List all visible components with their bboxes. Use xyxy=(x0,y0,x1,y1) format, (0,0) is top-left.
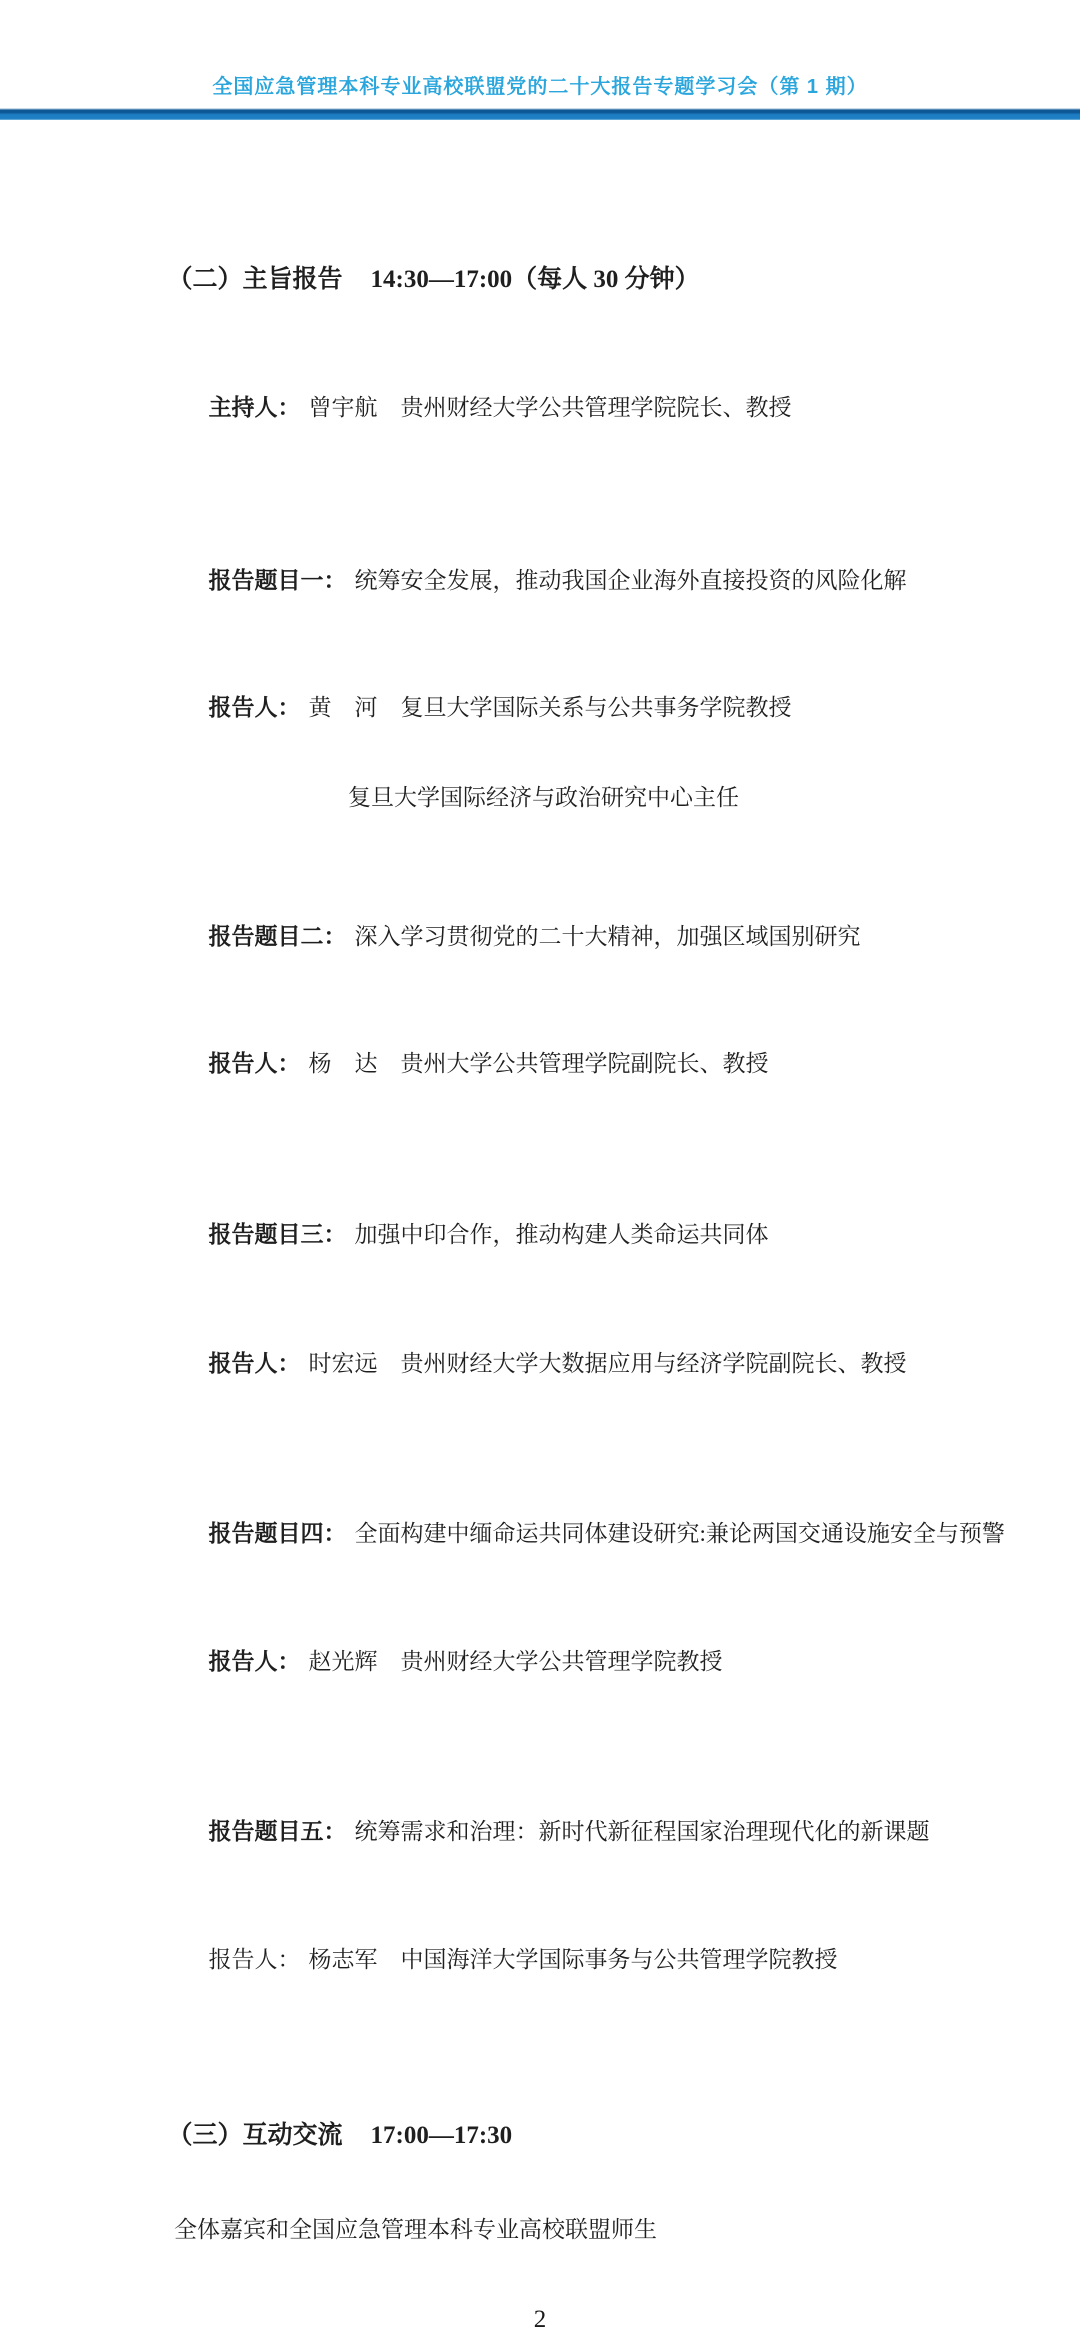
host-label: 主持人： xyxy=(208,395,301,420)
document-body xyxy=(0,229,1080,2337)
report-5-speaker-line xyxy=(0,1909,1080,2011)
report-2-speaker-label: 报告人： xyxy=(208,1051,301,1076)
keynote-heading-label: （二）主旨报告 xyxy=(167,266,343,293)
report-3-speaker-line xyxy=(0,1313,1080,1415)
report-4-speaker-label: 报告人： xyxy=(208,1649,301,1674)
report-3-title: 加强中印合作，推动构建人类命运共同体 xyxy=(354,1222,769,1247)
header-divider-bar xyxy=(0,108,1080,120)
report-2-title-line xyxy=(0,886,1080,988)
report-2-speaker: 杨 达 贵州大学公共管理学院副院长、教授 xyxy=(308,1051,769,1076)
discussion-section-heading xyxy=(0,2085,1080,2187)
report-4-title-label: 报告题目四： xyxy=(208,1521,347,1546)
report-1-speaker-line xyxy=(0,657,1080,759)
page-number: 2 xyxy=(533,2306,547,2333)
report-4-speaker-line xyxy=(0,1611,1080,1713)
report-5-title: 统筹需求和治理：新时代新征程国家治理现代化的新课题 xyxy=(354,1819,930,1844)
discussion-body-line: 全体嘉宾和全国应急管理本科专业高校联盟师生 xyxy=(174,2217,657,2242)
keynote-section-heading xyxy=(0,229,1080,331)
report-1-title-label: 报告题目一： xyxy=(208,568,347,593)
discussion-heading-label: （三）互动交流 xyxy=(167,2122,343,2149)
report-4-title-line xyxy=(0,1483,1080,1585)
report-3-title-label: 报告题目三： xyxy=(208,1222,347,1247)
header-title: 全国应急管理本科专业高校联盟党的二十大报告专题学习会（第 1 期） xyxy=(212,76,868,98)
report-3-title-line xyxy=(0,1184,1080,1286)
report-2-title: 深入学习贯彻党的二十大精神，加强区域国别研究 xyxy=(354,924,861,949)
report-3-speaker: 时宏远 贵州财经大学大数据应用与经济学院副院长、教授 xyxy=(308,1351,907,1376)
report-3-speaker-label: 报告人： xyxy=(208,1351,301,1376)
host-value: 曾宇航 贵州财经大学公共管理学院院长、教授 xyxy=(308,395,792,420)
report-1-speaker-line2: 复旦大学国际经济与政治研究中心主任 xyxy=(348,785,739,810)
keynote-heading-time: 14:30—17:00（每人 30 分钟） xyxy=(370,266,700,293)
report-1-speaker: 黄 河 复旦大学国际关系与公共事务学院教授 xyxy=(308,695,792,720)
page-header xyxy=(0,0,1080,120)
keynote-host-line xyxy=(0,357,1080,459)
report-2-title-label: 报告题目二： xyxy=(208,924,347,949)
report-4-title: 全面构建中缅命运共同体建设研究:兼论两国交通设施安全与预警 xyxy=(354,1521,1005,1546)
report-5-title-label: 报告题目五： xyxy=(208,1819,347,1844)
report-5-speaker-label: 报告人： xyxy=(208,1947,301,1972)
report-1-title: 统筹安全发展，推动我国企业海外直接投资的风险化解 xyxy=(354,568,907,593)
report-4-speaker: 赵光辉 贵州财经大学公共管理学院教授 xyxy=(308,1649,723,1674)
report-1-title-line xyxy=(0,530,1080,632)
report-1-speaker-label: 报告人： xyxy=(208,695,301,720)
report-5-speaker: 杨志军 中国海洋大学国际事务与公共管理学院教授 xyxy=(308,1947,838,1972)
discussion-heading-time: 17:00—17:30 xyxy=(370,2122,513,2149)
report-2-speaker-line xyxy=(0,1013,1080,1115)
report-5-title-line xyxy=(0,1781,1080,1883)
